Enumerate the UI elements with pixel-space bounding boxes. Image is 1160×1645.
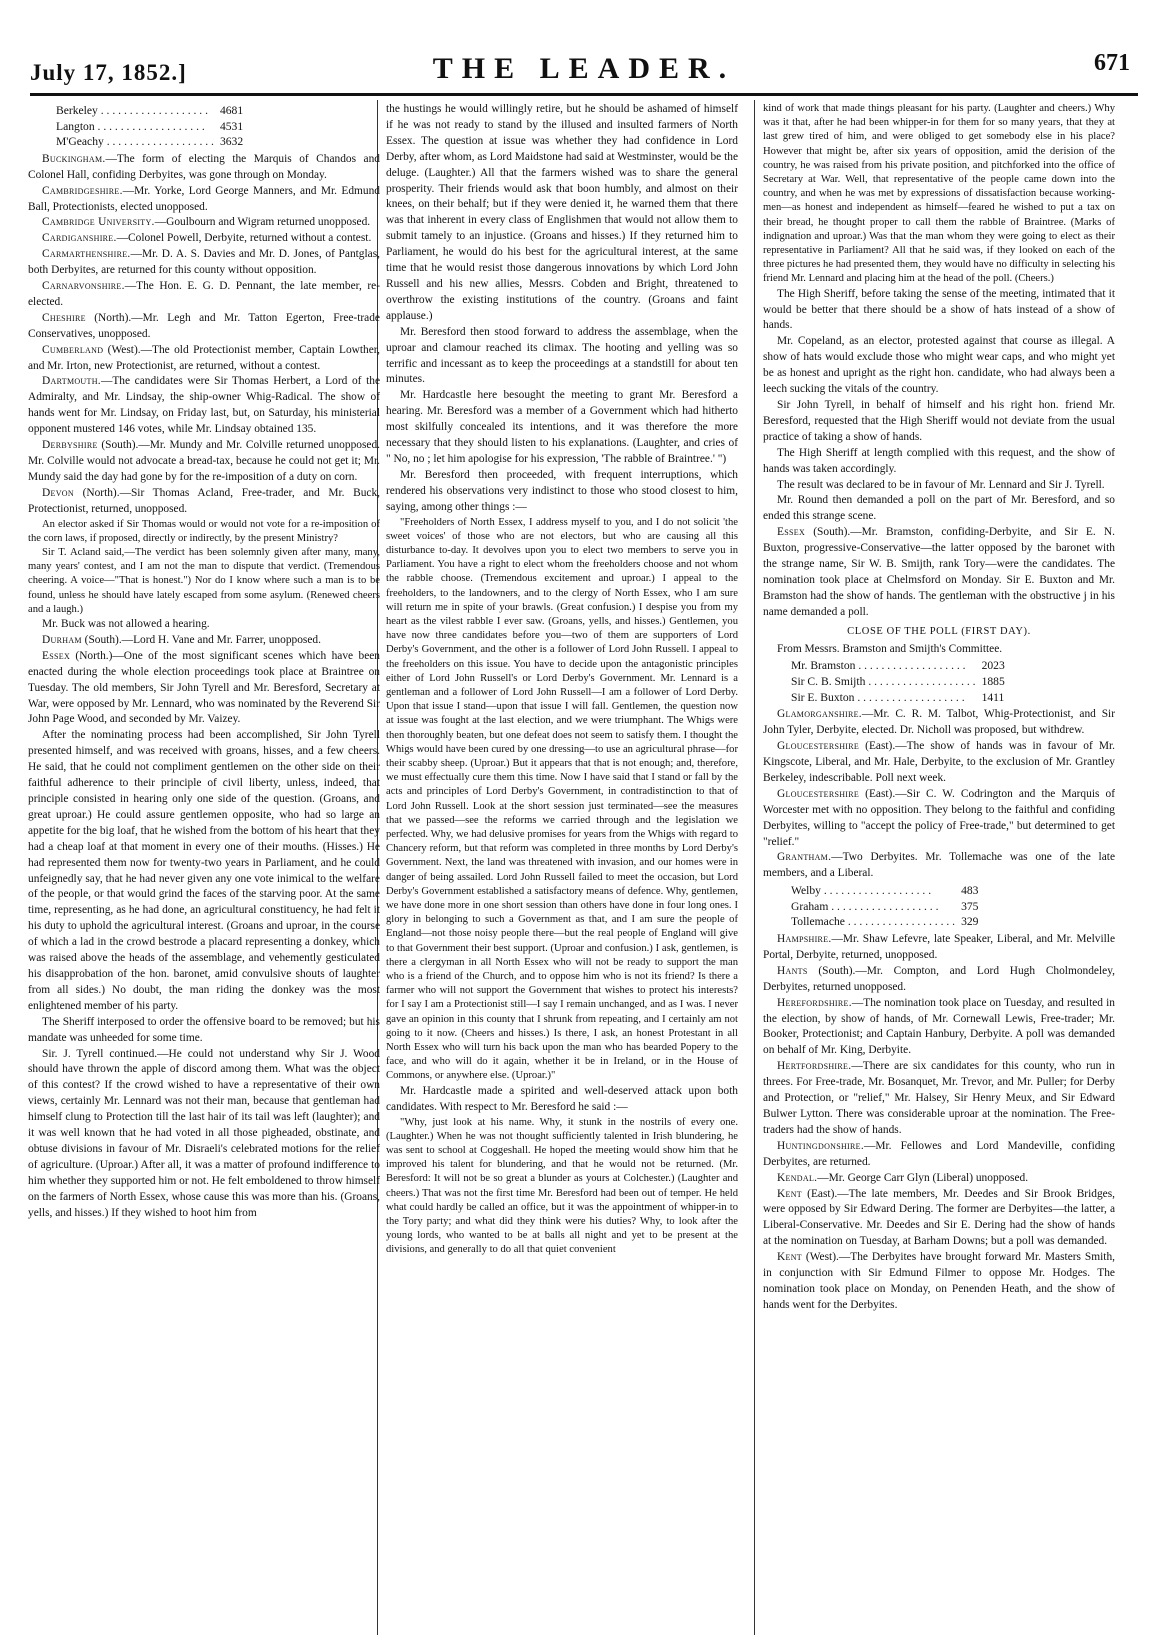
article-paragraph [386,1116,738,1258]
article-paragraph [28,649,380,729]
candidate-votes: 329 [961,915,979,929]
candidate-name: Berkeley . . . [56,103,214,119]
paragraph-text: (East).—The late members, Mr. Deedes and Sir Brook Bridges, were opposed by Sir Edward Dering. The former are Derbyites—the latter, a Liberal-Conservative. Mr. Deedes and Sir E. Dering had the show of hands at the nomination on Tuesday, at Barham Downs; but a poll was demanded. [763,1187,1115,1248]
paragraph-text: —The Hon. E. G. D. Pennant, the late member, re-elected. [28,280,380,308]
article-paragraph [763,1171,1115,1187]
article-paragraph [28,279,380,311]
poll-row [791,914,1011,930]
article-paragraph [763,707,1115,739]
paragraph-text: (West).—The Derbyites have brought forward Mr. Masters Smith, in conjunction with Sir Edmund Filmer to oppose Mr. Hodges. The nomination took place on Monday, on Penenden Heath, and the show of hands went for the Derbyites. [763,1251,1115,1311]
candidate-name: M'Geachy . . . [56,134,214,150]
candidate-votes: 483 [961,884,979,898]
candidate-votes: 4531 [219,119,244,133]
article-paragraph [763,932,1115,964]
paragraph-text: —Mr. D. A. S. Davies and Mr. D. Jones, of Pantglas, both Derbyites, are returned for this county without opposition. [28,248,380,277]
constituency-name: Huntingdonshire. [777,1139,864,1152]
paragraph-text: (East).—Sir C. W. Codrington and the Marquis of Worcester met with no opposition. They belong to the faithful and confiding Derbyites, willing to "accept the policy of Free-trade," but determined to get "relief." [763,787,1115,848]
poll-row [56,134,270,150]
article-paragraph [28,374,380,438]
paragraph-text: (South).—Mr. Bramston, confiding-Derbyite, and Sir E. N. Buxton, progressive-Conservative—the latter opposed by the baronet with the strange name, Sir W. B. Smijth, rank Tory—were the candidates. The nomination took place at Chelmsford on Monday. Sir E. Buxton and Mr. Bramston had the show of hands. The gentleman with the obstructive j in his name demanded a poll. [763,526,1115,618]
candidate-votes: 1411 [981,690,1005,704]
candidate-name: Mr. Bramston . . . [791,658,976,674]
paragraph-text: —The form of electing the Marquis of Chandos and Colonel Hall, confiding Derbyites, was gone through on Monday. [28,152,380,181]
constituency-name: Kendal. [777,1171,818,1184]
constituency-name: Grantham. [777,851,832,864]
article-paragraph [386,516,738,1084]
article-paragraph [28,438,380,486]
article-paragraph [763,446,1115,478]
constituency-name: Hampshire. [777,933,832,946]
article-paragraph [386,325,738,389]
constituency-name: Dartmouth. [42,375,101,388]
article-paragraph [763,493,1115,525]
article-paragraph [763,739,1115,787]
paragraph-text: Mr. Copeland, as an elector, protested against that course as illegal. A show of hats would exclude those who might wear caps, and who might yet be as honest and upright as the right hon. candidate, who had always been a leech sucking the vitals of the country. [763,335,1115,396]
article-paragraph [763,398,1115,446]
paragraph-text: kind of work that made things pleasant for his party. (Laughter and cheers.) Why was it that, after he had been whipper-in for them for so many years, that they at last grew tired of him, and were obliged to get somebody else in his place? However that might be, after six years of opposition, amid the derision of the country, he was raised from his private position, and pitchforked into the office of Secretary at War. Well, that representative of the people came down into the country, and when he was met by expressions of dissatisfaction because working-men—as honest and independent as himself—feared he wished to put a tax on their bread, he thought proper to call them the rabble of Braintree. (Marks of indignation and uproar.) Was that the man whom they were going to elect as their representative in Parliament? All that he said was, if they looked on each of the three pictures he had presented them, they would have no difficulty in selecting his friend Mr. Lennard and placing him at the head of the poll. (Cheers.) [763,103,1115,285]
article-paragraph [28,311,380,343]
paragraph-text: The Sheriff interposed to order the offensive board to be removed; but his mandate was unheeded for some time. [28,1015,380,1044]
masthead [28,40,1140,88]
column-3-paragraphs [763,102,1115,621]
article-paragraph [763,996,1115,1060]
poll-table [791,658,1032,705]
poll-heading: CLOSE OF THE POLL (FIRST DAY). [847,625,1031,637]
paragraph-text: The High Sheriff at length complied with this request, and the show of hands was taken accordingly. [763,446,1115,475]
article-paragraph [763,1059,1115,1139]
column-divider [754,100,755,1635]
paragraph-text: Mr. Round then demanded a poll on the part of Mr. Beresford, and so ended this strange scene. [763,494,1115,523]
paragraph-text: (North).—Sir Thomas Acland, Free-trader, and Mr. Buck, Protectionist, returned, unopposed. [28,486,380,515]
article-paragraph [28,617,380,633]
article-paragraph [28,1047,380,1222]
paragraph-text: Mr. Buck was not allowed a hearing. [42,618,210,631]
constituency-name: Derbyshire [42,439,98,452]
paragraph-text: (North.)—One of the most significant scenes which have been enacted during the whole election proceedings took place at Braintree on Tuesday. The old members, Sir John Tyrell and Mr. Beresford, Secretary at War, were opposed by Mr. Lennard, who was nominated by the Reverend Sir John Page Wood, and seconded by Mr. Vaizey. [28,649,380,726]
article-paragraph [763,1139,1115,1171]
paragraph-text: —Colonel Powell, Derbyite, returned without a contest. [116,232,372,245]
article-paragraph [28,546,380,617]
paragraph-text: —The nomination took place on Tuesday, and resulted in the election, by show of hands, of Mr. Cornewall Lewis, Free-trader; Mr. Booker, Protectionist; and Captain Hanbury, Derbyite. A poll was demanded on behalf of Mr. King, Derbyite. [763,996,1115,1057]
column-2-paragraphs [386,102,738,1258]
paragraph-text: The High Sheriff, before taking the sense of the meeting, intimated that it would be better that there should be a show of hats instead of a show of hands. [763,287,1115,332]
article-paragraph [28,633,380,649]
constituency-name: Hertfordshire. [777,1060,852,1073]
candidate-votes: 1885 [981,675,1005,689]
candidate-name: Graham . . . [791,899,955,915]
poll-source: From Messrs. Bramston and Smijth's Committee. [777,642,1003,655]
article-paragraph [28,231,380,247]
poll-row [791,658,1032,674]
constituency-name: Kent [777,1251,802,1264]
article-paragraph [763,1250,1115,1314]
article-paragraph [763,102,1115,287]
candidate-votes: 3632 [219,135,244,149]
candidate-name: Welby . . . [791,883,955,899]
constituency-name: Cumberland [42,343,104,356]
paragraph-text: Mr. Hardcastle made a spirited and well-deserved attack upon both candidates. With respect to Mr. Beresford he said :— [386,1084,738,1113]
article-paragraph [763,1187,1115,1251]
article-paragraph [28,152,380,184]
paragraph-text: —Mr. George Carr Glyn (Liberal) unopposed. [817,1171,1029,1184]
constituency-name: Glamorganshire. [777,708,862,721]
article-paragraph [28,1015,380,1047]
paragraph-text: —Mr. Yorke, Lord George Manners, and Mr. Edmund Ball, Protectionists, elected unopposed. [28,184,380,213]
constituency-name: Cambridgeshire. [42,184,123,197]
candidate-name: Tollemache . . . [791,914,955,930]
article-paragraph [386,102,738,325]
constituency-name: Cardiganshire. [42,232,117,245]
paragraph-text: —Two Derbyites. Mr. Tollemache was one of the late members, and a Liberal. [763,851,1115,880]
candidate-name: Sir E. Buxton . . . [791,690,976,706]
paragraph-text: Mr. Beresford then proceeded, with frequent interruptions, which rendered his observations very indistinct to those who stood closest to him, saying, among other things :— [386,468,738,513]
poll-row [791,674,1032,690]
paragraph-text: Sir. J. Tyrell continued.—He could not understand why Sir J. Wood should have thrown the apple of discord among them. What was the object of this contest? If the crowd wished to have a representative of their own views, certainly Mr. Lennard was not their man, because that gentleman had himself clung to Protection till the last hair of its tail was left (laughter); and it was well known that he had voted in all those pigheaded, obstinate, and obtuse divisions in favour of Mr. Disraeli's celebrated motions for the relief of agriculture. (Uproar.) After all, it was a matter of profound indifference to him whether they supported him or not. He felt emboldened to throw himself on the farmers of North Essex, whose cause this was more than his. (Groans, yells, and hisses.) If they wished to hoot him from [28,1047,380,1219]
poll-table [56,103,270,150]
paragraph-text: —The candidates were Sir Thomas Herbert, a Lord of the Admiralty, and Mr. Lindsay, the ship-owner Whig-Radical. The show of hands went for Mr. Lindsay, on Friday last, but, on Saturday, his ministerial opponent mustered 146 votes, while Mr. Lindsay obtained 135. [28,375,380,436]
column-3 [763,102,1115,1632]
paragraph-text: the hustings he would willingly retire, but he should be ashamed of himself if he was not ready to stand by the illused and insulted farmers of North Essex. The question at issue was whether they had confidence in Lord Derby, after whom, as Lord Maidstone had said at Westminster, would be the deluge. (Laughter.) All that the farmers wished was to share the general prosperity. Their friends would ask that boon humbly, and almost on their knees, on their behalf; but if they were denied it, he warned them that there was that inherent in every class of Englishmen that would not allow them to submit tamely to an injustice. (Groans and hisses.) If they returned him to Parliament, he would do his best for the agricultural interest, at the same time that he would resist those dangerous innovations by which Lord John Russell and his new allies, Messrs. Cobden and Bright, threatened to overthrow the existing institutions of the country. (Groans and faint applause.) [386,103,738,322]
paragraph-text: (North).—Mr. Legh and Mr. Tatton Egerton, Free-trade Conservatives, unopposed. [28,311,380,340]
article-paragraph [28,518,380,546]
article-paragraph [763,964,1115,996]
paragraph-text: Mr. Beresford then stood forward to address the assemblage, when the uproar and clamour reached its climax. The hooting and yelling was so terrific and incessant as to keep the proceedings at a standstill for about ten minutes. [386,325,738,386]
poll-row [56,119,270,135]
masthead-rule [30,93,1138,96]
constituency-name: Cheshire [42,311,86,324]
poll-table [791,883,1011,930]
article-paragraph [28,486,380,518]
constituency-name: Gloucestershire [777,787,860,800]
article-paragraph [28,215,380,231]
article-paragraph [28,184,380,216]
constituency-name: Durham [42,633,82,646]
poll-row [791,899,1011,915]
article-paragraph [763,478,1115,494]
candidate-name: Langton . . . [56,119,214,135]
constituency-name: Essex [42,649,71,662]
paragraph-text: (East).—The show of hands was in favour of Mr. Kingscote, Liberal, and Mr. Hale, Derbyite, to the exclusion of Mr. Grantley Berkeley, indescribable. Poll next week. [763,740,1115,784]
article-paragraph [763,525,1115,620]
article-paragraph [386,1084,738,1116]
column-3-paragraphs-b [763,707,1115,882]
constituency-name: Carnarvonshire. [42,280,125,293]
paragraph-text: Sir T. Acland said,—The verdict has been solemnly given after many, many, many years' contest, and I am not the man to dispute that verdict. (Tremendous cheering. A voice—"That is honest.") Nor do I know where such a man is to be found, unless he should have lately escaped from some asylum. (Renewed cheers and a laugh.) [28,547,380,615]
article-paragraph [386,388,738,468]
paragraph-text: —There are six candidates for this county, who run in threes. For Free-trade, Mr. Bosanquet, Mr. Trevor, and Mr. Puller; for Derby and Protection, or "relief," Mr. Halsey, Sir Henry Meux, and Sir Edward Bulwer Lytton. There was considerable uproar at the nomination. The Free-traders had the show of hands. [763,1060,1115,1136]
poll-row [56,103,270,119]
candidate-votes: 375 [961,899,979,913]
paragraph-text: "Why, just look at his name. Why, it stunk in the nostrils of every one. (Laughter.) When he was not thought sufficiently talented in Irish blundering, he was sent to school at Coggeshall. He hoped the meeting would show him that he improved his talent for blundering, and that he would not be returned. (Mr. Beresford: It will not be so great a blunder as yours at Colchester.) (Laughter and cheers.) That was not the first time Mr. Beresford had been out of temper. He held what could hardly be called an office, but it was the appointment of whipper-in to the Tory party; and what did they think were his duties? Why, to look after the young lords, who wanted to be at balls all night and yet to be present at the divisions, and generally to do all that quiet convenient [386,1116,738,1256]
paragraph-text: —Mr. C. R. M. Talbot, Whig-Protectionist, and Sir John Tyler, Derbyite, elected. Dr. Nicholl was proposed, but withdrew. [763,708,1115,737]
paragraph-text: An elector asked if Sir Thomas would or would not vote for a re-imposition of the corn laws, if proposed, directly or indirectly, by the present Ministry? [28,518,380,544]
candidate-name: Sir C. B. Smijth . . . [791,674,976,690]
constituency-name: Kent [777,1187,802,1200]
article-paragraph [386,468,738,516]
article-paragraph [28,247,380,279]
paragraph-text: —Goulbourn and Wigram returned unopposed. [154,216,371,229]
paragraph-text: —Mr. Fellowes and Lord Mandeville, confiding Derbyites, are returned. [763,1139,1115,1168]
article-paragraph [763,850,1115,882]
paragraph-text: "Freeholders of North Essex, I address myself to you, and I do not solicit 'the sweet voices' of those who are not electors, but who are causing all this disturbance to-day. It devolves upon you to elect two members to serve you in Parliament. You have a right to elect whom the freeholders choose and not whom the rabble choose. (Tremendous excitement and uproar.) I appeal to the freeholders, to the landowners, and to the clergy of North Essex, who I am sure will return me in spite of your brawls. (Great confusion.) I despise you from my heart as the vilest rabble I ever saw. (Groans, yells, and hisses.) Gentlemen, you have now three candidates before you—two of them are supporters of Lord Derby's Government, and the other is a follower of Lord John Russell. I appeal to the freeholders on this issue. You have to decide upon the antagonistic principles either of Lord John Russell's or Lord Derby's Government. Mr. Lennard is a gentleman and a follower of Lord John Russell—I am a follower of Lord Derby. Upon that issue I stand—upon that issue I will fall. Gentlemen, the question now at issue was fought at the last election, and we were triumphant. The Whigs were then thoroughly beaten, but one defeat does not seem to satisfy them. I thought the Whigs would have been cured by one dressing—to use an agricultural phrase—for their scabby sheep. (Uproar.) But it appears that that is not enough; and, therefore, we must effectually cure them this time. Now I have said that I stand or fall by the acts and principles of Lord Derby's Government, in contradistinction to that of Lord John Russell. Look at the short session just terminated—see the measures that we passed—see the reforms we carried through and the legislation we perfected. Why, we had delusive promises for years from the Whigs with regard to Chancery reform, but that reform was completed in three months by Lord Derby's Government. Next, the land was threatened with invasion, and our homes were in danger of being assailed. Lord John Russell failed to meet the occasion, but Lord Derby's Government established a satisfactory means of defence. Why, gentlemen, we have done more in one short session than others have done in four long ones. I glory in belonging to such a Government as that, and I am sure the people of England—not those noisy people there—but the real people of England will give to that Government their best support. (Uproar and confusion.) I ask, gentlemen, is there a clergyman in all North Essex who will not be ready to support the man who is a friend of the Church, and to oppose him who is not its friend? Is there a farmer who will not support the Government that wishes to protect his interests? for I say I am a Protectionist still—I say I remain unchanged, and as I was. I never gave an opinion in this county that I shrunk from repeating, and I certainly am not going to it now. (Cheers and hisses.) Is there, I ask, an honest Protestant in all North Essex who will turn his back upon the man who has bearded Popery to the face, and who will do it again, whether it be in Ireland, or in the House of Commons, or anywhere else. (Uproar.)" [386,516,738,1082]
article-paragraph [763,287,1115,335]
newspaper-title: THE LEADER. [432,52,736,85]
article-paragraph [763,334,1115,398]
constituency-name: Herefordshire. [777,996,852,1009]
constituency-name: Cambridge University. [42,216,155,229]
page-number: 671 [1094,50,1130,76]
constituency-name: Devon [42,486,74,499]
paragraph-text: Sir John Tyrell, in behalf of himself and his right hon. friend Mr. Beresford, requested that the High Sheriff would not deviate from the usual practice of taking a show of hands. [763,398,1115,443]
article-paragraph [28,343,380,375]
article-paragraph [28,728,380,1014]
paragraph-text: Mr. Hardcastle here besought the meeting to grant Mr. Beresford a hearing. Mr. Beresford was a member of a Government which had hitherto most skilfully concealed its intentions, and it was therefore the more necessary that they should listen to his explanations. (Laughter, and cries of " No, no ; let him apologise for his expression, 'The rabble of Braintree.' ") [386,389,738,465]
issue-date: July 17, 1852.] [30,60,187,85]
candidate-votes: 4681 [219,104,244,117]
poll-row [791,883,1011,899]
column-3-paragraphs-c [763,932,1115,1314]
column-1 [28,102,380,1632]
constituency-name: Gloucestershire [777,740,860,753]
paragraph-text: (South).—Mr. Compton, and Lord Hugh Cholmondeley, Derbyites, returned unopposed. [763,964,1115,993]
paragraph-text: (South).—Lord H. Vane and Mr. Farrer, unopposed. [81,633,321,646]
column-2 [386,102,738,1632]
paragraph-text: (West).—The old Protectionist member, Captain Lowther, and Mr. Irton, new Protectionist, are returned, without a contest. [28,343,380,372]
constituency-name: Essex [777,526,806,539]
poll-row [791,690,1032,706]
candidate-votes: 2023 [981,659,1005,673]
article-paragraph [763,787,1115,851]
paragraph-text: After the nominating process had been accomplished, Sir John Tyrell presented himself, and was received with groans, hisses, and a few cheers. He said, that he could not compliment gentlemen on the other side on their faithful adherence to their principle of civil liberty, unless, indeed, that principle consisted in hearing only one side of the question. (Groans, and great uproar.) He could assure gentlemen opposite, who had so large an appetite for the big loaf, that he wished from the bottom of his heart that they had a cheap loaf at that moment in every one of their mouths. (Hisses.) He had represented them now for twenty-two years in Parliament, and he could unfeignedly say, that he had never given any one vote inimical to the welfare of the people, or that would grind the faces of the starving poor. At the same time, representing, as he had done, an agricultural constituency, he had felt it his duty to uphold the agricultural interest. (Groans and uproar, in the course of which a lad in the crowd bestrode a placard representing a donkey, which was raised above the heads of the assemblage, and vehemently gesticulated his disapprobation of the hon. baronet, amid convulsive shouts of laughter from all sides.) No doubt, the man riding the donkey was the most enlightened member of his party. [28,729,380,1012]
paragraph-text: (South).—Mr. Mundy and Mr. Colville returned unopposed. Mr. Colville would not advocate a bread-tax, because he could not get it; Mr. Mundy said the day had gone by for the re-imposition of a duty on corn. [28,439,380,483]
constituency-name: Carmarthenshire. [42,248,131,261]
column-1-paragraphs [28,152,380,1222]
constituency-name: Hants [777,964,808,977]
paragraph-text: —Mr. Shaw Lefevre, late Speaker, Liberal, and Mr. Melville Portal, Derbyite, returned, unopposed. [763,933,1115,961]
constituency-name: Buckingham. [42,152,106,165]
paragraph-text: The result was declared to be in favour of Mr. Lennard and Sir J. Tyrell. [777,478,1105,491]
